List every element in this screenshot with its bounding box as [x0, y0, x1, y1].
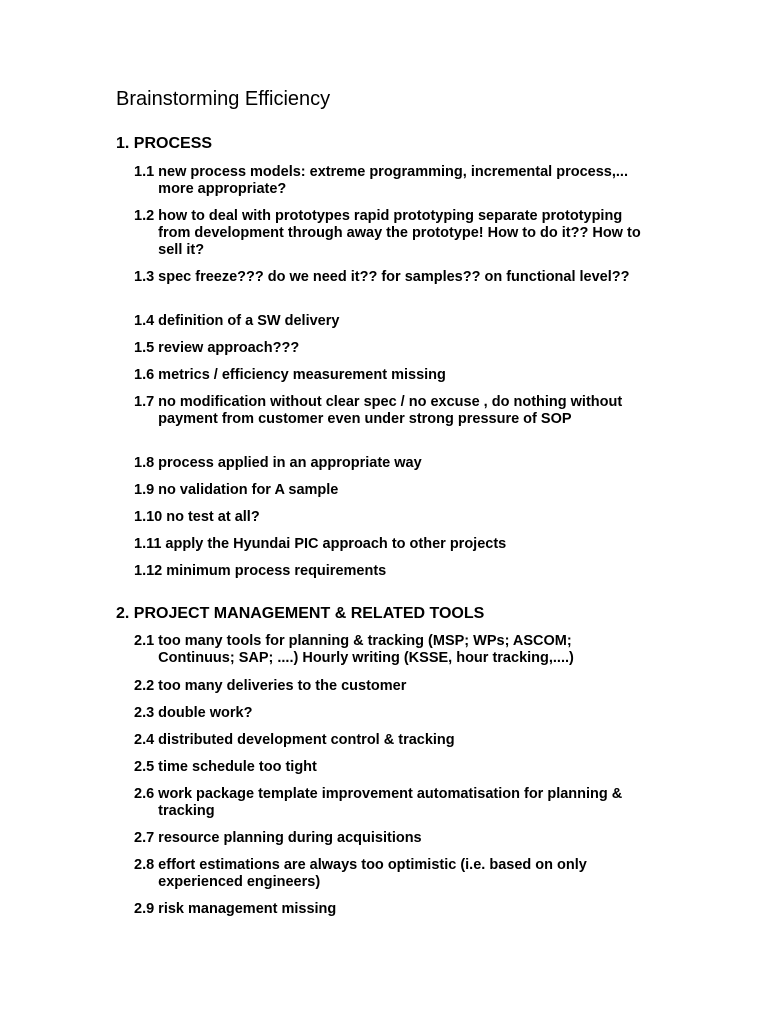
item-number: 1.1	[134, 164, 155, 180]
item-number: 1.9	[134, 482, 155, 498]
list-item	[134, 857, 646, 891]
item-text: no validation for A sample	[158, 482, 339, 498]
item-number: 2.9	[134, 901, 155, 917]
item-number: 2.6	[134, 786, 155, 802]
item-text: metrics / efficiency measurement missing	[158, 367, 446, 383]
item-text: definition of a SW delivery	[158, 313, 340, 329]
item-number: 1.10	[134, 509, 163, 525]
section-heading-process: 1. PROCESS	[116, 135, 213, 152]
item-number: 1.12	[134, 563, 163, 579]
list-item	[134, 563, 646, 580]
item-text: resource planning during acquisitions	[158, 830, 422, 846]
list-item	[134, 901, 646, 918]
item-number: 2.3	[134, 705, 155, 721]
section-heading-project-management: 2. PROJECT MANAGEMENT & RELATED TOOLS	[116, 605, 485, 622]
item-number: 2.4	[134, 732, 155, 748]
item-number: 1.8	[134, 455, 155, 471]
item-text: time schedule too tight	[158, 759, 317, 775]
item-number: 1.6	[134, 367, 155, 383]
item-text: effort estimations are always too optimistic (i.e. based on only experienced engineers)	[158, 857, 587, 890]
item-number: 1.4	[134, 313, 155, 329]
item-text: too many deliveries to the customer	[158, 678, 407, 694]
list-item	[134, 269, 646, 286]
item-number: 2.7	[134, 830, 155, 846]
list-item	[134, 759, 646, 776]
list-item	[134, 394, 646, 428]
item-text: review approach???	[158, 340, 300, 356]
item-number: 1.2	[134, 208, 155, 224]
list-item	[134, 678, 646, 695]
list-item	[134, 208, 646, 259]
item-text: spec freeze??? do we need it?? for samples?? on functional level??	[158, 269, 630, 285]
item-text: double work?	[158, 705, 253, 721]
list-item	[134, 340, 646, 357]
item-text: new process models: extreme programming, incremental process,... more appropriate?	[158, 164, 628, 197]
list-item	[134, 367, 646, 384]
page-title: Brainstorming Efficiency	[116, 88, 331, 110]
item-number: 1.5	[134, 340, 155, 356]
list-item	[134, 482, 646, 499]
item-number: 1.3	[134, 269, 155, 285]
list-item	[134, 536, 646, 553]
item-number: 2.1	[134, 633, 155, 649]
item-number: 2.2	[134, 678, 155, 694]
item-text: process applied in an appropriate way	[158, 455, 422, 471]
item-text: distributed development control & tracking	[158, 732, 455, 748]
item-number: 1.7	[134, 394, 155, 410]
item-number: 1.11	[134, 536, 162, 552]
list-item	[134, 786, 646, 820]
list-item	[134, 164, 646, 198]
list-item	[134, 455, 646, 472]
item-text: no test at all?	[166, 509, 260, 525]
list-item	[134, 633, 646, 667]
item-text: apply the Hyundai PIC approach to other projects	[165, 536, 507, 552]
item-text: minimum process requirements	[166, 563, 387, 579]
list-item	[134, 509, 646, 526]
list-item	[134, 732, 646, 749]
item-text: too many tools for planning & tracking (MSP; WPs; ASCOM; Continuus; SAP; ....) Hourly writing (KSSE, hour tracking,....)	[158, 633, 574, 666]
item-text: risk management missing	[158, 901, 337, 917]
list-item	[134, 705, 646, 722]
item-text: no modification without clear spec / no excuse , do nothing without payment from customer even under strong pressure of SOP	[158, 394, 623, 427]
list-item	[134, 313, 646, 330]
item-number: 2.8	[134, 857, 155, 873]
item-text: work package template improvement automatisation for planning & tracking	[158, 786, 623, 819]
list-item	[134, 830, 646, 847]
item-number: 2.5	[134, 759, 155, 775]
item-text: how to deal with prototypes rapid prototyping separate prototyping from development through away the prototype! How to do it?? How to sell it?	[158, 208, 641, 258]
